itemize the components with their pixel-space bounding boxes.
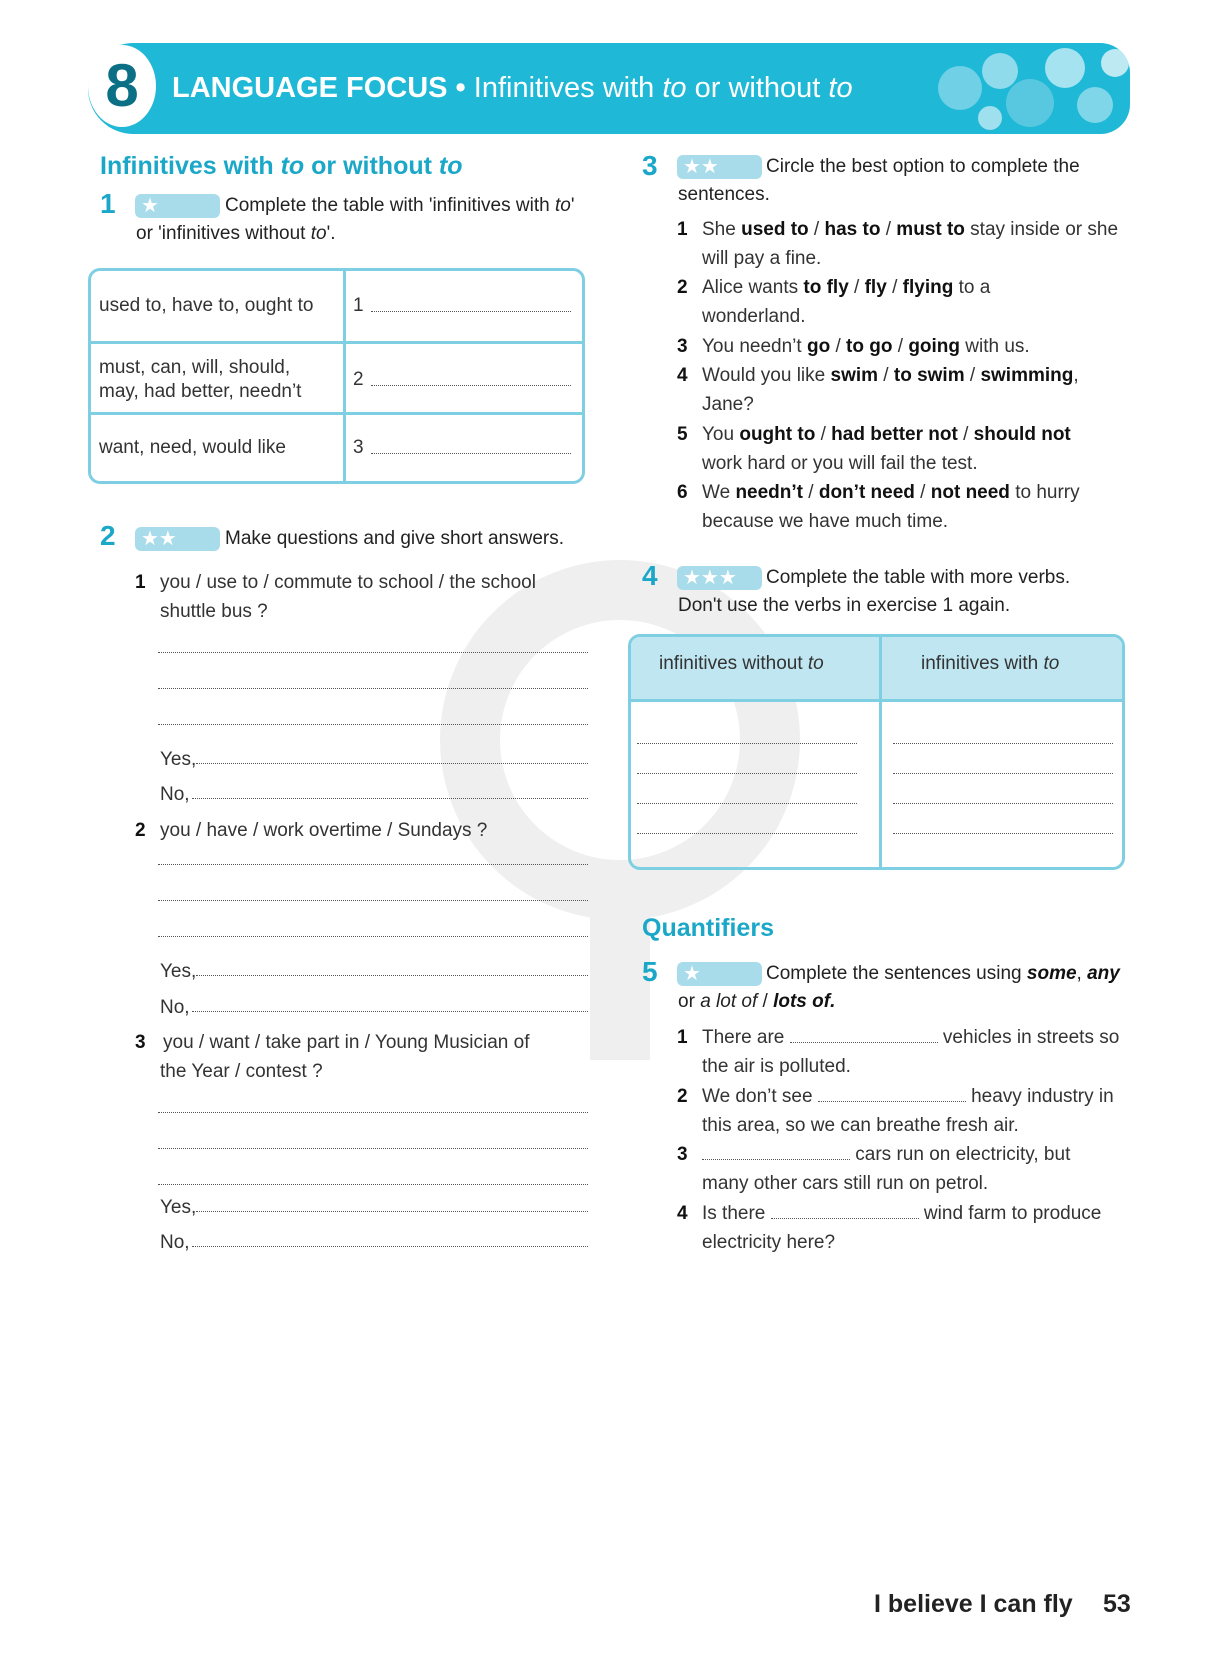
sentence-text: work hard or you will fail the test. [702, 453, 978, 474]
answer-line[interactable] [637, 803, 857, 804]
sentence-text: We don’t see heavy industry in [702, 1086, 1114, 1107]
sentence-text: You ought to / had better not / should not [702, 424, 1071, 445]
yes-label: Yes, [160, 1197, 197, 1218]
exercise-instruction-cont: sentences. [678, 184, 770, 205]
option[interactable]: flying [902, 277, 954, 298]
gap-line[interactable] [790, 1028, 938, 1043]
more-verbs-table [628, 634, 1125, 870]
answer-line[interactable] [192, 1246, 588, 1247]
difficulty-stars: ★★ [135, 527, 220, 551]
exercise-instruction-cont: Don't use the verbs in exercise 1 again. [678, 595, 1011, 616]
prompt-text: you / have / work overtime / Sundays ? [160, 820, 488, 841]
table-cell-verbs: want, need, would like [99, 437, 286, 458]
answer-line[interactable] [158, 900, 588, 901]
unit-number: 8 [105, 52, 139, 119]
difficulty-stars: ★★★ [677, 566, 762, 590]
sentence-text: electricity here? [702, 1232, 836, 1253]
answer-line[interactable] [158, 688, 588, 689]
difficulty-stars: ★★ [677, 155, 762, 179]
exercise-number: 3 [642, 150, 658, 181]
exercise-instruction-cont: or 'infinitives without to'. [136, 223, 336, 244]
sentence-text: the air is polluted. [702, 1056, 851, 1077]
item-number: 1 [135, 572, 146, 593]
gap-line[interactable] [771, 1204, 919, 1219]
table-cell-verbs: used to, have to, ought to [99, 295, 314, 316]
exercise-instruction-cont: or a lot of / lots of. [678, 991, 836, 1012]
option[interactable]: had better not [831, 424, 958, 445]
item-number: 2 [677, 277, 688, 298]
option[interactable]: needn’t [735, 482, 803, 503]
table-cell-verbs: may, had better, needn’t [99, 381, 302, 402]
prompt-text: the Year / contest ? [160, 1061, 323, 1082]
option[interactable]: ought to [739, 424, 816, 445]
exercise-instruction: Complete the table with 'infinitives with to' [225, 195, 575, 216]
sentence-text: We needn’t / don’t need / not need to hurry [702, 482, 1080, 503]
answer-line[interactable] [637, 833, 857, 834]
answer-line[interactable] [158, 936, 588, 937]
exercise-instruction: Complete the sentences using some, any [766, 963, 1120, 984]
option[interactable]: should not [973, 424, 1071, 445]
gap-line[interactable] [818, 1087, 966, 1102]
option[interactable]: used to [741, 219, 809, 240]
exercise-number: 5 [642, 956, 658, 987]
answer-line[interactable] [371, 311, 571, 312]
sentence-text: this area, so we can breathe fresh air. [702, 1115, 1019, 1136]
prompt-text: shuttle bus ? [160, 601, 268, 622]
table-answer-number: 1 [353, 295, 364, 316]
table-answer-number: 3 [353, 437, 364, 458]
answer-line[interactable] [192, 1011, 588, 1012]
item-number: 3 [677, 336, 688, 357]
answer-line[interactable] [893, 773, 1113, 774]
answer-line[interactable] [893, 803, 1113, 804]
item-number: 4 [677, 1203, 688, 1224]
gap-line[interactable] [702, 1145, 850, 1160]
answer-line[interactable] [192, 798, 588, 799]
option[interactable]: go [806, 336, 831, 357]
exercise-number: 4 [642, 560, 658, 591]
footer-unit-title: I believe I can fly [874, 1590, 1073, 1618]
sentence-text: many other cars still run on petrol. [702, 1173, 989, 1194]
exercise-number: 1 [100, 188, 116, 219]
infinitives-table [88, 268, 585, 484]
sentence-text: You needn’t go / to go / going with us. [702, 336, 1030, 357]
answer-line[interactable] [158, 724, 588, 725]
answer-line[interactable] [158, 864, 588, 865]
answer-line[interactable] [158, 1184, 588, 1185]
sentence-text: Would you like swim / to swim / swimming, [702, 365, 1079, 386]
difficulty-stars: ★ [135, 194, 220, 218]
section-heading-infinitives: Infinitives with to or without to [100, 152, 463, 180]
exercise-number: 2 [100, 520, 116, 551]
option[interactable]: fly [864, 277, 887, 298]
answer-line[interactable] [158, 1148, 588, 1149]
answer-line[interactable] [893, 833, 1113, 834]
option[interactable]: has to [824, 219, 881, 240]
item-number: 1 [677, 219, 688, 240]
difficulty-stars: ★ [677, 962, 762, 986]
answer-line[interactable] [196, 763, 588, 764]
table-answer-number: 2 [353, 369, 364, 390]
sentence-text: because we have much time. [702, 511, 949, 532]
yes-label: Yes, [160, 749, 197, 770]
sentence-text: Jane? [702, 394, 754, 415]
answer-line[interactable] [158, 1112, 588, 1113]
item-number: 1 [677, 1027, 688, 1048]
exercise-instruction: Complete the table with more verbs. [766, 567, 1071, 588]
item-number: 2 [677, 1086, 688, 1107]
item-number: 3 [135, 1032, 146, 1053]
sentence-text: will pay a fine. [702, 248, 822, 269]
section-heading-quantifiers: Quantifiers [642, 914, 774, 942]
table-cell-verbs: must, can, will, should, [99, 357, 291, 378]
option[interactable]: to swim [893, 365, 965, 386]
sentence-text: wonderland. [702, 306, 806, 327]
prompt-text: you / want / take part in / Young Musician of [163, 1032, 530, 1053]
column-header-with-to: infinitives with to [921, 653, 1060, 674]
sentence-text: cars run on electricity, but [702, 1140, 1070, 1169]
yes-label: Yes, [160, 961, 197, 982]
item-number: 6 [677, 482, 688, 503]
no-label: No, [160, 1232, 190, 1253]
sentence-text: Alice wants to fly / fly / flying to a [702, 277, 991, 298]
no-label: No, [160, 997, 190, 1018]
option[interactable]: swim [830, 365, 879, 386]
column-header-without-to: infinitives without to [659, 653, 824, 674]
exercise-instruction: Make questions and give short answers. [225, 528, 565, 549]
item-number: 5 [677, 424, 688, 445]
page-title: LANGUAGE FOCUS • Infinitives with to or without to [172, 72, 853, 104]
bubble-decoration-icon [900, 43, 1130, 134]
answer-line[interactable] [637, 743, 857, 744]
option[interactable]: to go [846, 336, 893, 357]
answer-line[interactable] [158, 652, 588, 653]
item-number: 4 [677, 365, 688, 386]
answer-line[interactable] [371, 385, 571, 386]
option[interactable]: to fly [803, 277, 849, 298]
option[interactable]: don’t need [818, 482, 915, 503]
answer-line[interactable] [893, 743, 1113, 744]
answer-line[interactable] [637, 773, 857, 774]
page-number: 53 [1103, 1590, 1131, 1618]
option[interactable]: going [908, 336, 961, 357]
option[interactable]: not need [930, 482, 1010, 503]
answer-line[interactable] [196, 975, 588, 976]
unit-number-badge [88, 43, 158, 129]
sentence-text: She used to / has to / must to stay inside or she [702, 219, 1119, 240]
exercise-instruction: Circle the best option to complete the [766, 156, 1080, 177]
sentence-text: Is there wind farm to produce [702, 1203, 1102, 1224]
item-number: 2 [135, 820, 146, 841]
option[interactable]: swimming [980, 365, 1074, 386]
item-number: 3 [677, 1144, 688, 1165]
option[interactable]: must to [896, 219, 965, 240]
no-label: No, [160, 784, 190, 805]
answer-line[interactable] [371, 453, 571, 454]
sentence-text: There are vehicles in streets so [702, 1027, 1120, 1048]
answer-line[interactable] [196, 1211, 588, 1212]
prompt-text: you / use to / commute to school / the school [160, 572, 536, 593]
